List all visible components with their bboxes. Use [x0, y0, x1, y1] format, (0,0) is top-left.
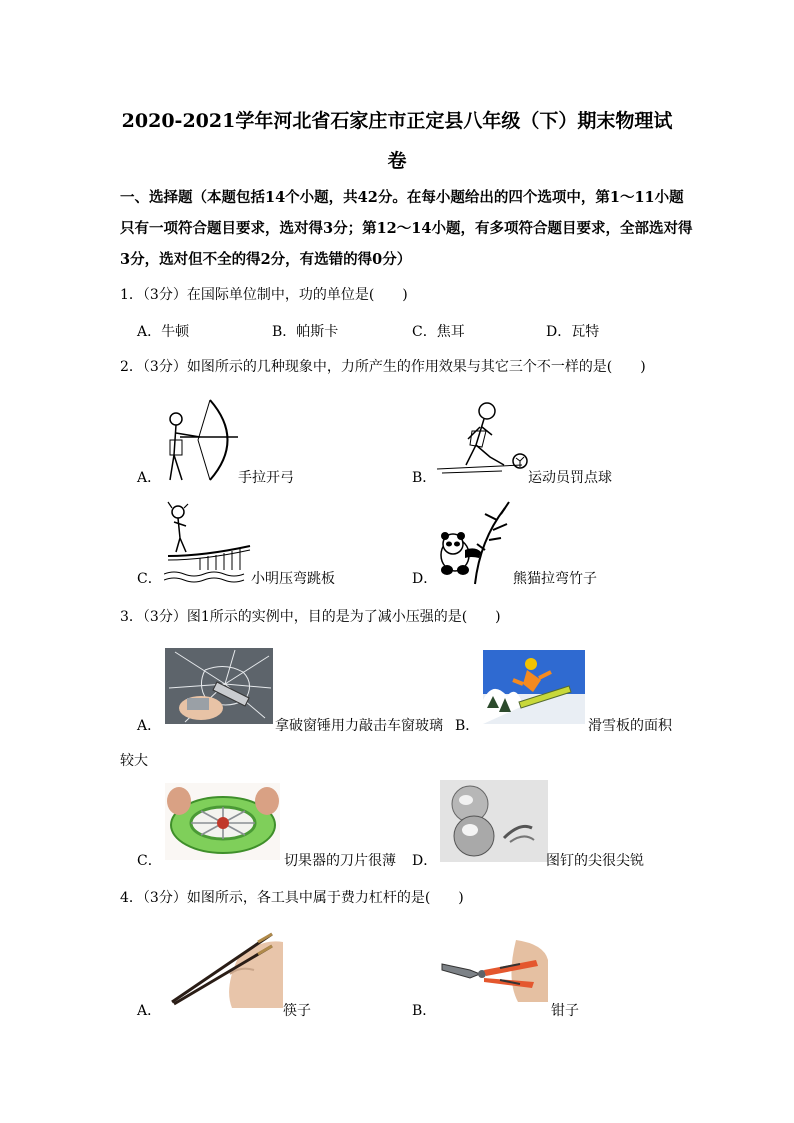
page-title-line1: 2020-2021学年河北省石家庄市正定县八年级（下）期末物理试	[121, 110, 673, 132]
section-heading-line1: 一、选择题（本题包括14个小题，共42分。在每小题给出的四个选项中，第1～11小题	[120, 189, 684, 206]
q4-option-b-caption: 钳子	[551, 1003, 579, 1019]
q1-option-d: D．瓦特	[546, 324, 600, 340]
q3-option-b-caption-wrap: 较大	[120, 753, 148, 769]
apple-slicer-icon	[165, 783, 280, 860]
q3-option-c-letter: C．	[137, 853, 162, 869]
question-4-stem: 4．（3分）如图所示，各工具中属于费力杠杆的是( )	[120, 890, 464, 906]
q2-option-d-letter: D．	[412, 571, 438, 587]
q1-option-c: C．焦耳	[412, 324, 465, 340]
q3-option-b-caption: 滑雪板的面积	[588, 718, 672, 734]
section-heading-line3: 3分，选对但不全的得2分，有选错的得0分）	[120, 251, 412, 268]
page-title-line2: 卷	[387, 150, 407, 172]
soccer-player-kick-icon	[432, 395, 532, 485]
q3-option-b-letter: B．	[455, 718, 480, 734]
question-3-stem: 3．（3分）图1所示的实例中，目的是为了减小压强的是( )	[120, 609, 501, 625]
chopsticks-in-hand-icon	[168, 928, 283, 1008]
q2-option-c-letter: C．	[137, 571, 162, 587]
pliers-in-hand-icon	[440, 940, 548, 1002]
q4-option-b-letter: B．	[412, 1003, 437, 1019]
snowboarder-icon	[483, 650, 585, 724]
q4-option-a-caption: 筷子	[283, 1003, 311, 1019]
q2-option-a-letter: A．	[137, 470, 162, 486]
panda-bending-bamboo-icon	[435, 500, 515, 585]
q3-option-c-caption: 切果器的刀片很薄	[284, 853, 396, 869]
q1-option-b: B．帕斯卡	[272, 324, 339, 340]
archer-drawing-bow-icon	[160, 395, 240, 485]
q1-option-a: A．牛顿	[137, 324, 190, 340]
question-2-stem: 2．（3分）如图所示的几种现象中，力所产生的作用效果与其它三个不一样的是( )	[120, 359, 646, 375]
q4-option-a-letter: A．	[137, 1003, 162, 1019]
question-1-stem: 1．（3分）在国际单位制中，功的单位是( )	[120, 287, 408, 303]
window-breaker-hammer-icon	[165, 648, 273, 724]
q2-option-b-letter: B．	[412, 470, 437, 486]
q2-option-a-caption: 手拉开弓	[238, 470, 294, 486]
section-heading-line2: 只有一项符合题目要求，选对得3分；第12～14小题，有多项符合题目要求，全部选对得	[120, 220, 693, 237]
diver-on-springboard-icon	[164, 500, 252, 586]
q2-option-d-caption: 熊猫拉弯竹子	[513, 571, 597, 587]
q3-option-a-letter: A．	[137, 718, 162, 734]
q3-option-d-letter: D．	[412, 853, 438, 869]
q2-option-b-caption: 运动员罚点球	[528, 470, 612, 486]
thumbtacks-icon	[440, 780, 548, 862]
q3-option-d-caption: 图钉的尖很尖锐	[546, 853, 644, 869]
q3-option-a-caption: 拿破窗锤用力敲击车窗玻璃	[275, 718, 443, 734]
q2-option-c-caption: 小明压弯跳板	[251, 571, 335, 587]
